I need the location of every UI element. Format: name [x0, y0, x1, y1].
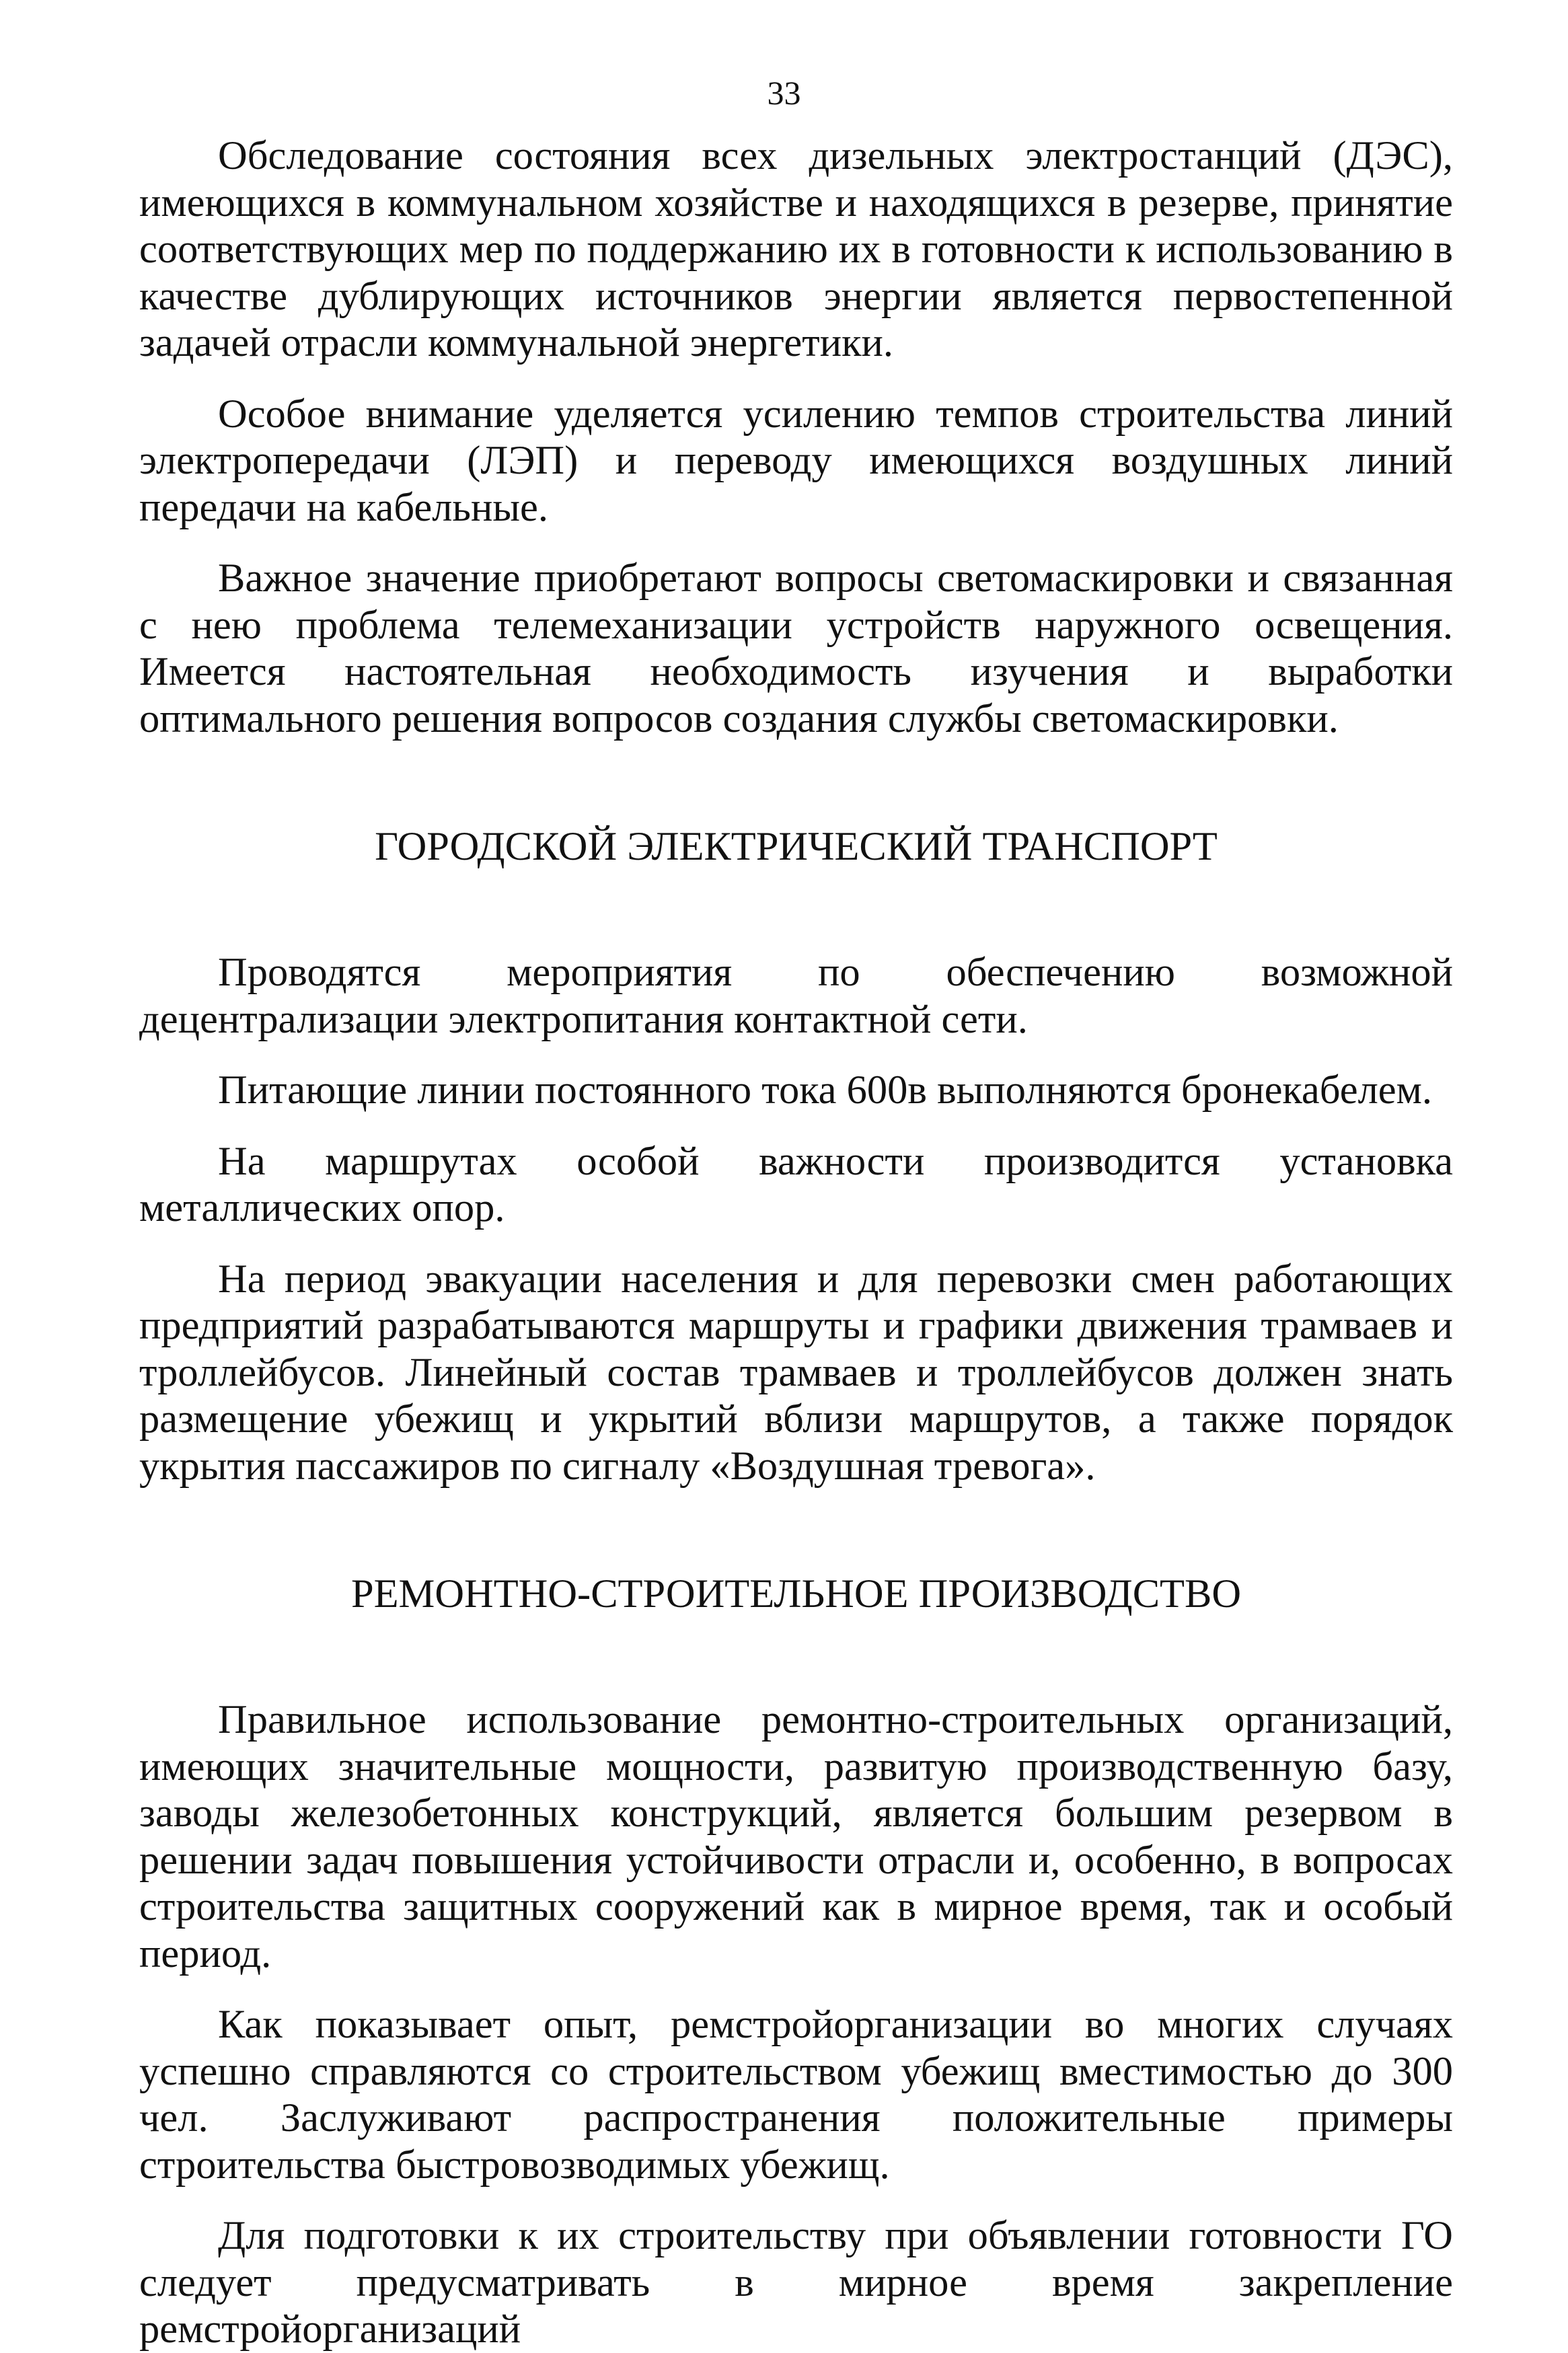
page-number: 33: [767, 74, 801, 112]
paragraph: Правильное использование ремонтно-строительных организаций, имеющих значительные мощности, развитую производственную базу, заводы железобетонных конструкций, является большим резервом в решении задач повышения устойчивости отрасли и, особенно, в вопросах строительства защитных сооружений как в мирное время, так и особый период.: [139, 1697, 1453, 1976]
section-heading: ГОРОДСКОЙ ЭЛЕКТРИЧЕСКИЙ ТРАНСПОРТ: [375, 824, 1218, 869]
paragraph: На период эвакуации населения и для перевозки смен работающих предприятий разрабатываются маршруты и графики движения трамваев и троллейбусов. Линейный состав трамваев и троллейбусов должен знать размещение убежищ и укрытий вблизи маршрутов, а также порядок укрытия пассажиров по сигналу «Воздушная тревога».: [139, 1256, 1453, 1489]
section-urban-electric-transport: [139, 823, 1453, 1489]
section-repair-construction: [139, 1571, 1453, 2353]
section-heading: РЕМОНТНО-СТРОИТЕЛЬНОЕ ПРОИЗВОДСТВО: [350, 1571, 1242, 1616]
paragraph: Как показывает опыт, ремстройорганизации во многих случаях успешно справляются со строительством убежищ вместимостью до 300 чел. Заслуживают распространения положительные примеры строительства быстровозводимых убежищ.: [139, 2002, 1453, 2188]
page-content: [139, 133, 1453, 2353]
paragraph: Обследование состояния всех дизельных электростанций (ДЭС), имеющихся в коммунальном хозяйстве и находящихся в резерве, принятие соответствующих мер по поддержанию их в готовности к использованию в качестве дублирующих источников энергии является первостепенной задачей отрасли коммунальной энергетики.: [139, 133, 1453, 365]
paragraph: Особое внимание уделяется усилению темпов строительства линий электропередачи (ЛЭП) и переводу имеющихся воздушных линий передачи на кабельные.: [139, 391, 1453, 530]
paragraph: Питающие линии постоянного тока 600в выполняются бронекабелем.: [218, 1068, 1433, 1113]
paragraph: Для подготовки к их строительству при объявлении готовности ГО следует предусматривать в мирное время закрепление ремстройорганизаций: [139, 2213, 1453, 2352]
paragraph: На маршрутах особой важности производится установка металлических опор.: [139, 1138, 1453, 1230]
section-utilities-energy: [139, 133, 1453, 742]
paragraph: Проводятся мероприятия по обеспечению возможной децентрализации электропитания контактной сети.: [139, 950, 1453, 1042]
paragraph: Важное значение приобретают вопросы светомаскировки и связанная с нею проблема телемеханизации устройств наружного освещения. Имеется настоятельная необходимость изучения и выработки оптимального решения вопросов создания службы светомаскировки.: [139, 556, 1453, 741]
